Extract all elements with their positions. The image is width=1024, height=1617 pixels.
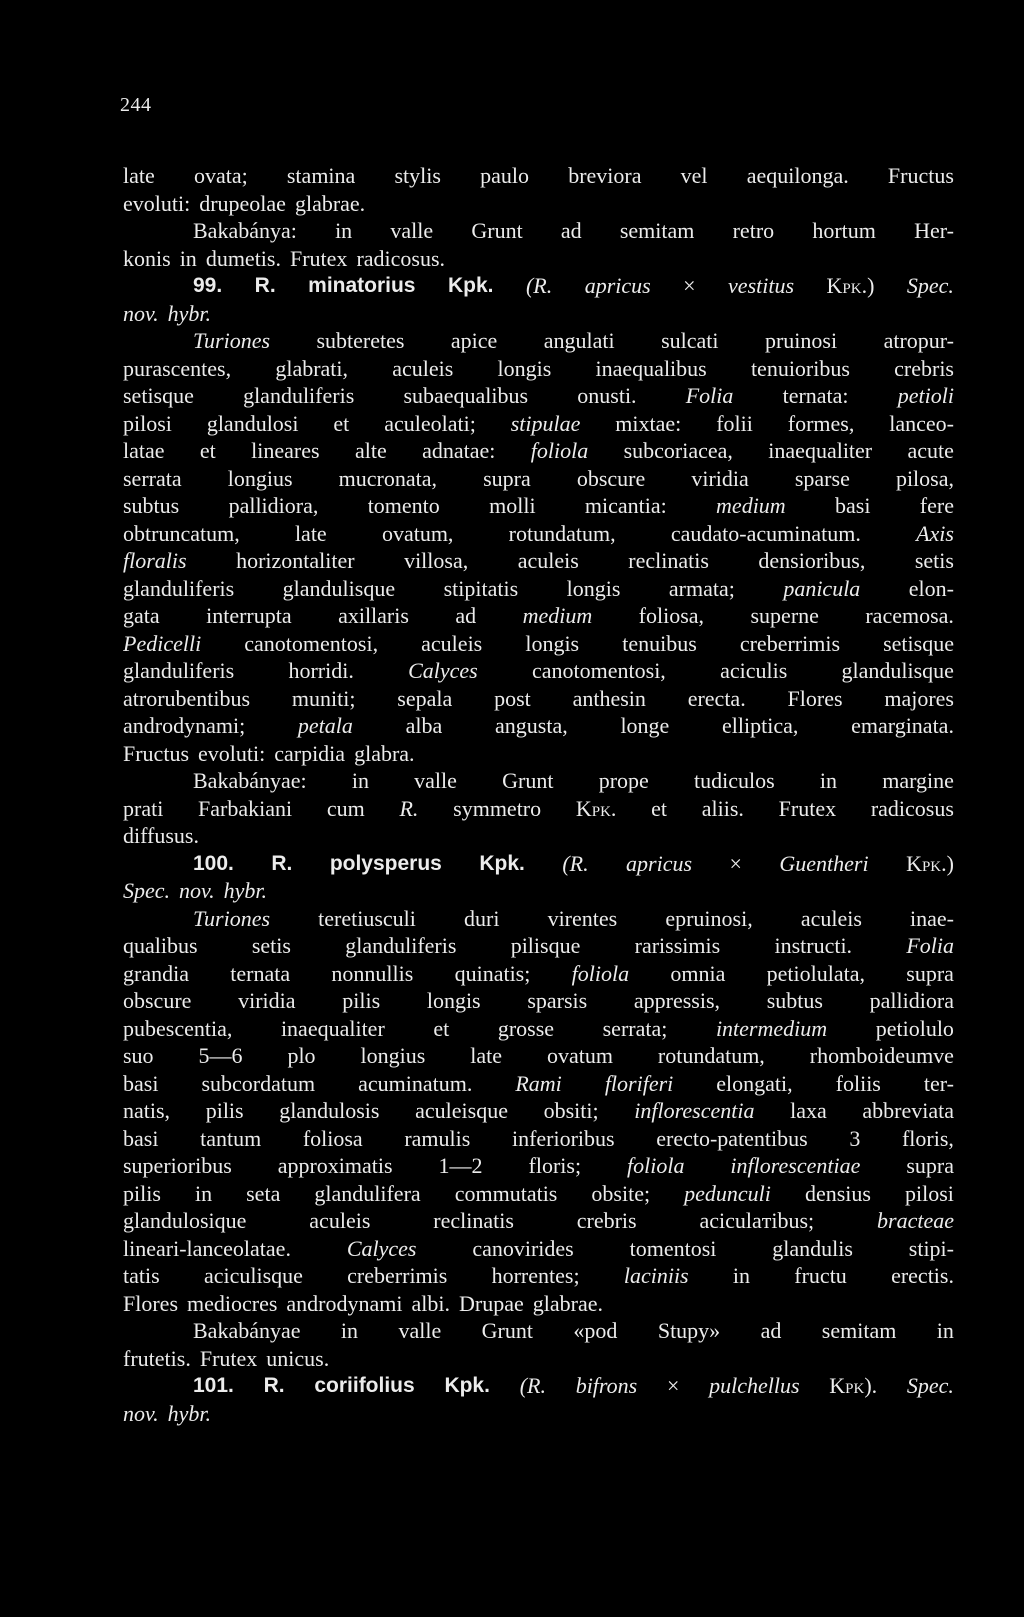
text-line: glanduliferis glandulisque stipitatis longis armata; panicula elon- xyxy=(123,575,954,601)
text-line: natis, pilis glandulosis aculeisque obsiti; inflorescentia laxa abbreviata xyxy=(123,1098,954,1123)
body-text xyxy=(123,162,954,1427)
text-line: atrorubentibus muniti; sepala post anthesin erecta. Flores majores xyxy=(123,685,954,711)
text-line: Bakabánya: in valle Grunt ad semitam retro hortum Her- xyxy=(193,218,954,243)
text-line: Spec. nov. hybr. xyxy=(123,878,268,903)
text-line: gata interrupta axillaris ad medium foliosa, superne racemosa. xyxy=(123,603,954,628)
text-line: pilis in seta glandulifera commutatis obsite; pedunculi densius pilosi xyxy=(123,1180,954,1206)
text-line: basi tantum foliosa ramulis inferioribus erecto-patentibus 3 floris, xyxy=(123,1125,954,1151)
text-line: obtruncatum, late ovatum, rotundatum, caudato-acuminatum. Axis xyxy=(123,520,954,546)
text-line: konis in dumetis. Frutex radicosus. xyxy=(123,245,446,271)
text-line: evoluti: drupeolae glabrae. xyxy=(123,190,366,216)
text-line: nov. hybr. xyxy=(123,1400,212,1426)
text-line: qualibus setis glanduliferis pilisque rarissimis instructi. Folia xyxy=(123,933,954,958)
text-line: prati Farbakiani cum R. symmetro Kpk. et aliis. Frutex radicosus xyxy=(123,795,954,821)
text-line: 99. R. minatorius Kpk. (R. apricus × vestitus Kpk.) Spec. xyxy=(193,273,954,298)
text-line: glanduliferis horridi. Calyces canotomentosi, aciculis glandulisque xyxy=(123,658,954,683)
text-line: glandulosique aculeis reclinatis crebris aciculaтibus; bracteae xyxy=(123,1208,954,1233)
text-line: Bakabányae in valle Grunt «pod Stupy» ad semitam in xyxy=(193,1318,954,1343)
text-line: lineari-lanceolatae. Calyces canovirides tomentosi glandulis stipi- xyxy=(123,1235,954,1261)
text-line: suo 5—6 plo longius late ovatum rotundatum, rhomboideumve xyxy=(123,1043,954,1068)
text-line: serrata longius mucronata, supra obscure viridia sparse pilosa, xyxy=(123,465,954,491)
text-line: superioribus approximatis 1—2 floris; foliola inflorescentiae supra xyxy=(123,1153,954,1178)
text-line: tatis aciculisque creberrimis horrentes; laciniis in fructu erectis. xyxy=(123,1263,954,1288)
text-line: pilosi glandulosi et aculeolati; stipulae mixtae: folii formes, lanceo- xyxy=(123,410,954,436)
text-line: purascentes, glabrati, aculeis longis inaequalibus tenuioribus crebris xyxy=(123,355,954,381)
text-line: grandia ternata nonnullis quinatis; foliola omnia petiolulata, supra xyxy=(123,960,954,986)
text-line: Flores mediocres androdynami albi. Drupae glabrae. xyxy=(123,1290,603,1316)
text-line: frutetis. Frutex unicus. xyxy=(123,1345,330,1371)
text-line: nov. hybr. xyxy=(123,300,212,326)
text-line: setisque glanduliferis subaequalibus onusti. Folia ternata: petioli xyxy=(123,383,954,408)
text-line: Turiones teretiusculi duri virentes epruinosi, aculeis inae- xyxy=(193,905,954,931)
text-line: basi subcordatum acuminatum. Rami floriferi elongati, foliis ter- xyxy=(123,1070,954,1096)
page-number: 244 xyxy=(120,94,152,116)
text-line: latae et lineares alte adnatae: foliola subcoriacea, inaequaliter acute xyxy=(123,438,954,463)
text-line: pubescentia, inaequaliter et grosse serrata; intermedium petiolulo xyxy=(123,1015,954,1041)
text-line: late ovata; stamina stylis paulo breviora vel aequilonga. Fructus xyxy=(123,163,954,188)
text-line: 101. R. coriifolius Kpk. (R. bifrons × pulchellus Kpk). Spec. xyxy=(193,1373,954,1398)
text-line: subtus pallidiora, tomento molli micantia: medium basi fere xyxy=(123,493,954,518)
text-line: androdynami; petala alba angusta, longe elliptica, emarginata. xyxy=(123,713,954,738)
text-line: Turiones subteretes apice angulati sulcati pruinosi atropur- xyxy=(193,328,954,353)
text-line: diffusus. xyxy=(123,823,199,848)
text-line: 100. R. polysperus Kpk. (R. apricus × Guentheri Kpk.) xyxy=(193,850,954,876)
text-line: Bakabányae: in valle Grunt prope tudiculos in margine xyxy=(193,768,954,793)
text-line: floralis horizontaliter villosa, aculeis reclinatis densioribus, setis xyxy=(123,548,954,573)
text-line: Fructus evoluti: carpidia glabra. xyxy=(123,740,415,766)
text-line: obscure viridia pilis longis sparsis appressis, subtus pallidiora xyxy=(123,988,954,1013)
text-line: Pedicelli canotomentosi, aculeis longis tenuibus creberrimis setisque xyxy=(123,630,954,656)
